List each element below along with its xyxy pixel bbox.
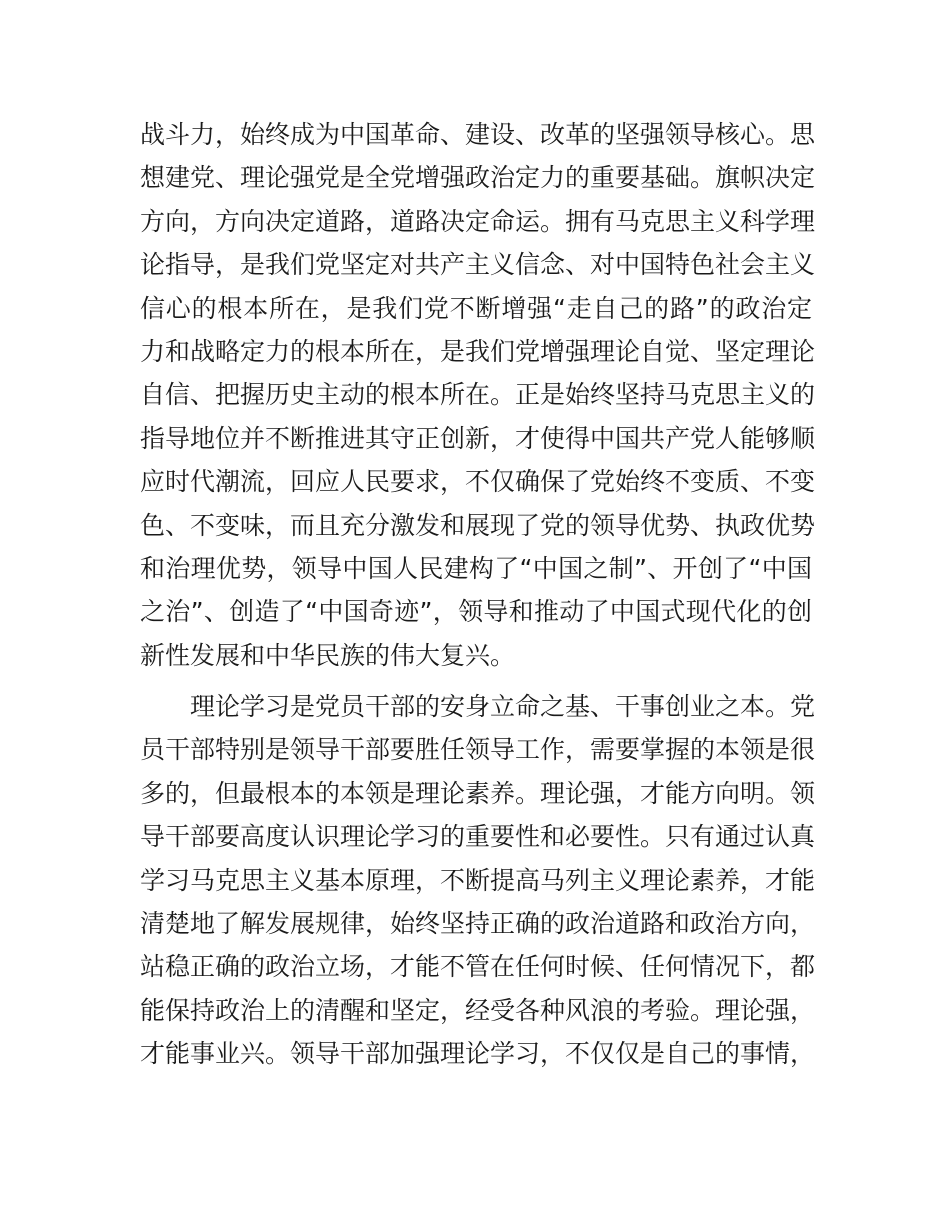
text-line: 方向，方向决定道路，道路决定命运。拥有马克思主义科学理 <box>140 206 816 236</box>
text-line: 导干部要高度认识理论学习的重要性和必要性。只有通过认真 <box>140 822 816 852</box>
text-line: 色、不变味，而且充分激发和展现了党的领导优势、执政优势 <box>140 510 816 540</box>
text-line: 之治”、创造了“中国奇迹”，领导和推动了中国式现代化的创 <box>140 597 812 627</box>
text-line: 多的，但最根本的本领是理论素养。理论强，才能方向明。领 <box>140 778 816 808</box>
text-line: 战斗力，始终成为中国革命、建设、改革的坚强领导核心。思 <box>140 120 816 149</box>
text-line: 才能事业兴。领导干部加强理论学习，不仅仅是自己的事情， <box>140 1039 816 1069</box>
paragraph-1 <box>140 113 816 677</box>
text-line: 想建党、理论强党是全党增强政治定力的重要基础。旗帜决定 <box>140 163 816 193</box>
text-line: 员干部特别是领导干部要胜任领导工作，需要掌握的本领是很 <box>140 735 816 765</box>
text-line: 清楚地了解发展规律，始终坚持正确的政治道路和政治方向， <box>140 909 816 939</box>
text-line: 能保持政治上的清醒和坚定，经受各种风浪的考验。理论强， <box>140 995 816 1025</box>
text-line: 站稳正确的政治立场，才能不管在任何时候、任何情况下，都 <box>140 952 816 982</box>
text-line: 应时代潮流，回应人民要求，不仅确保了党始终不变质、不变 <box>140 467 816 497</box>
text-line: 指导地位并不断推进其守正创新，才使得中国共产党人能够顺 <box>140 423 816 453</box>
text-line: 理论学习是党员干部的安身立命之基、干事创业之本。党 <box>190 692 816 722</box>
text-line: 信心的根本所在，是我们党不断增强“走自己的路”的政治定 <box>140 293 812 323</box>
text-line: 新性发展和中华民族的伟大复兴。 <box>140 640 516 670</box>
text-line: 和治理优势，领导中国人民建构了“中国之制”、开创了“中国 <box>140 553 812 583</box>
text-line: 论指导，是我们党坚定对共产主义信念、对中国特色社会主义 <box>140 250 816 280</box>
text-line: 自信、把握历史主动的根本所在。正是始终坚持马克思主义的 <box>140 380 816 410</box>
paragraph-2 <box>140 685 816 1076</box>
document-body <box>140 113 816 1076</box>
paragraph-spacer <box>140 677 812 685</box>
text-line: 学习马克思主义基本原理，不断提高马列主义理论素养，才能 <box>140 865 816 895</box>
text-line: 力和战略定力的根本所在，是我们党增强理论自觉、坚定理论 <box>140 336 816 366</box>
